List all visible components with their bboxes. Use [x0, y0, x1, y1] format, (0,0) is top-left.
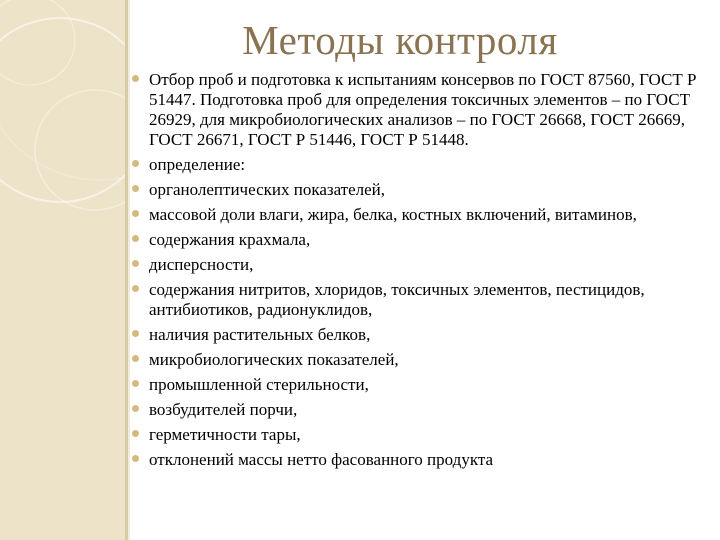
- list-item-text: герметичности тары,: [149, 425, 301, 444]
- list-item: [132, 255, 712, 275]
- bullet-icon: [132, 355, 139, 362]
- list-item: [132, 350, 712, 370]
- list-item-text: Отбор проб и подготовка к испытаниям консервов по ГОСТ 87560, ГОСТ Р 51447. Подготовка проб для определения токсичных элементов – по ГОСТ 26929, для микробиологических анализов – по ГОСТ 26668, ГОСТ 26669, ГОСТ 26671, ГОСТ Р 51446, ГОСТ Р 51448.: [149, 70, 697, 149]
- list-item-text: наличия растительных белков,: [149, 325, 371, 344]
- list-item-text: массовой доли влаги, жира, белка, костных включений, витаминов,: [149, 205, 637, 224]
- bullet-icon: [132, 185, 139, 192]
- list-item-text: дисперсности,: [149, 255, 254, 274]
- panel-divider-highlight: [128, 0, 130, 540]
- list-item-text: возбудителей порчи,: [149, 400, 298, 419]
- list-item: [132, 180, 712, 200]
- slide-title: Методы контроля: [242, 17, 558, 63]
- list-item-text: отклонений массы нетто фасованного продукта: [149, 450, 494, 469]
- bullet-icon: [132, 160, 139, 167]
- bullet-icon: [132, 455, 139, 462]
- bullet-icon: [132, 430, 139, 437]
- list-item: [132, 230, 712, 250]
- bullet-list: [132, 70, 712, 475]
- bullet-icon: [132, 75, 139, 82]
- list-item-text: органолептических показателей,: [149, 180, 386, 199]
- bullet-icon: [132, 210, 139, 217]
- list-item: [132, 325, 712, 345]
- bullet-icon: [132, 380, 139, 387]
- bullet-icon: [132, 405, 139, 412]
- bullet-icon: [132, 235, 139, 242]
- list-item: [132, 375, 712, 395]
- list-item: [132, 205, 712, 225]
- list-item-text: определение:: [149, 155, 246, 174]
- bullet-icon: [132, 330, 139, 337]
- decorative-left-panel: [0, 0, 125, 540]
- list-item-text: содержания крахмала,: [149, 230, 311, 249]
- bullet-icon: [132, 260, 139, 267]
- list-item: [132, 280, 712, 320]
- list-item: [132, 70, 712, 150]
- list-item-text: содержания нитритов, хлоридов, токсичных элементов, пестицидов, антибиотиков, радионуклидов,: [149, 280, 645, 319]
- bullet-icon: [132, 285, 139, 292]
- list-item-text: микробиологических показателей,: [149, 350, 399, 369]
- list-item: [132, 155, 712, 175]
- decorative-circles: [0, 0, 125, 540]
- list-item: [132, 425, 712, 445]
- list-item: [132, 400, 712, 420]
- list-item-text: промышленной стерильности,: [149, 375, 369, 394]
- list-item: [132, 450, 712, 470]
